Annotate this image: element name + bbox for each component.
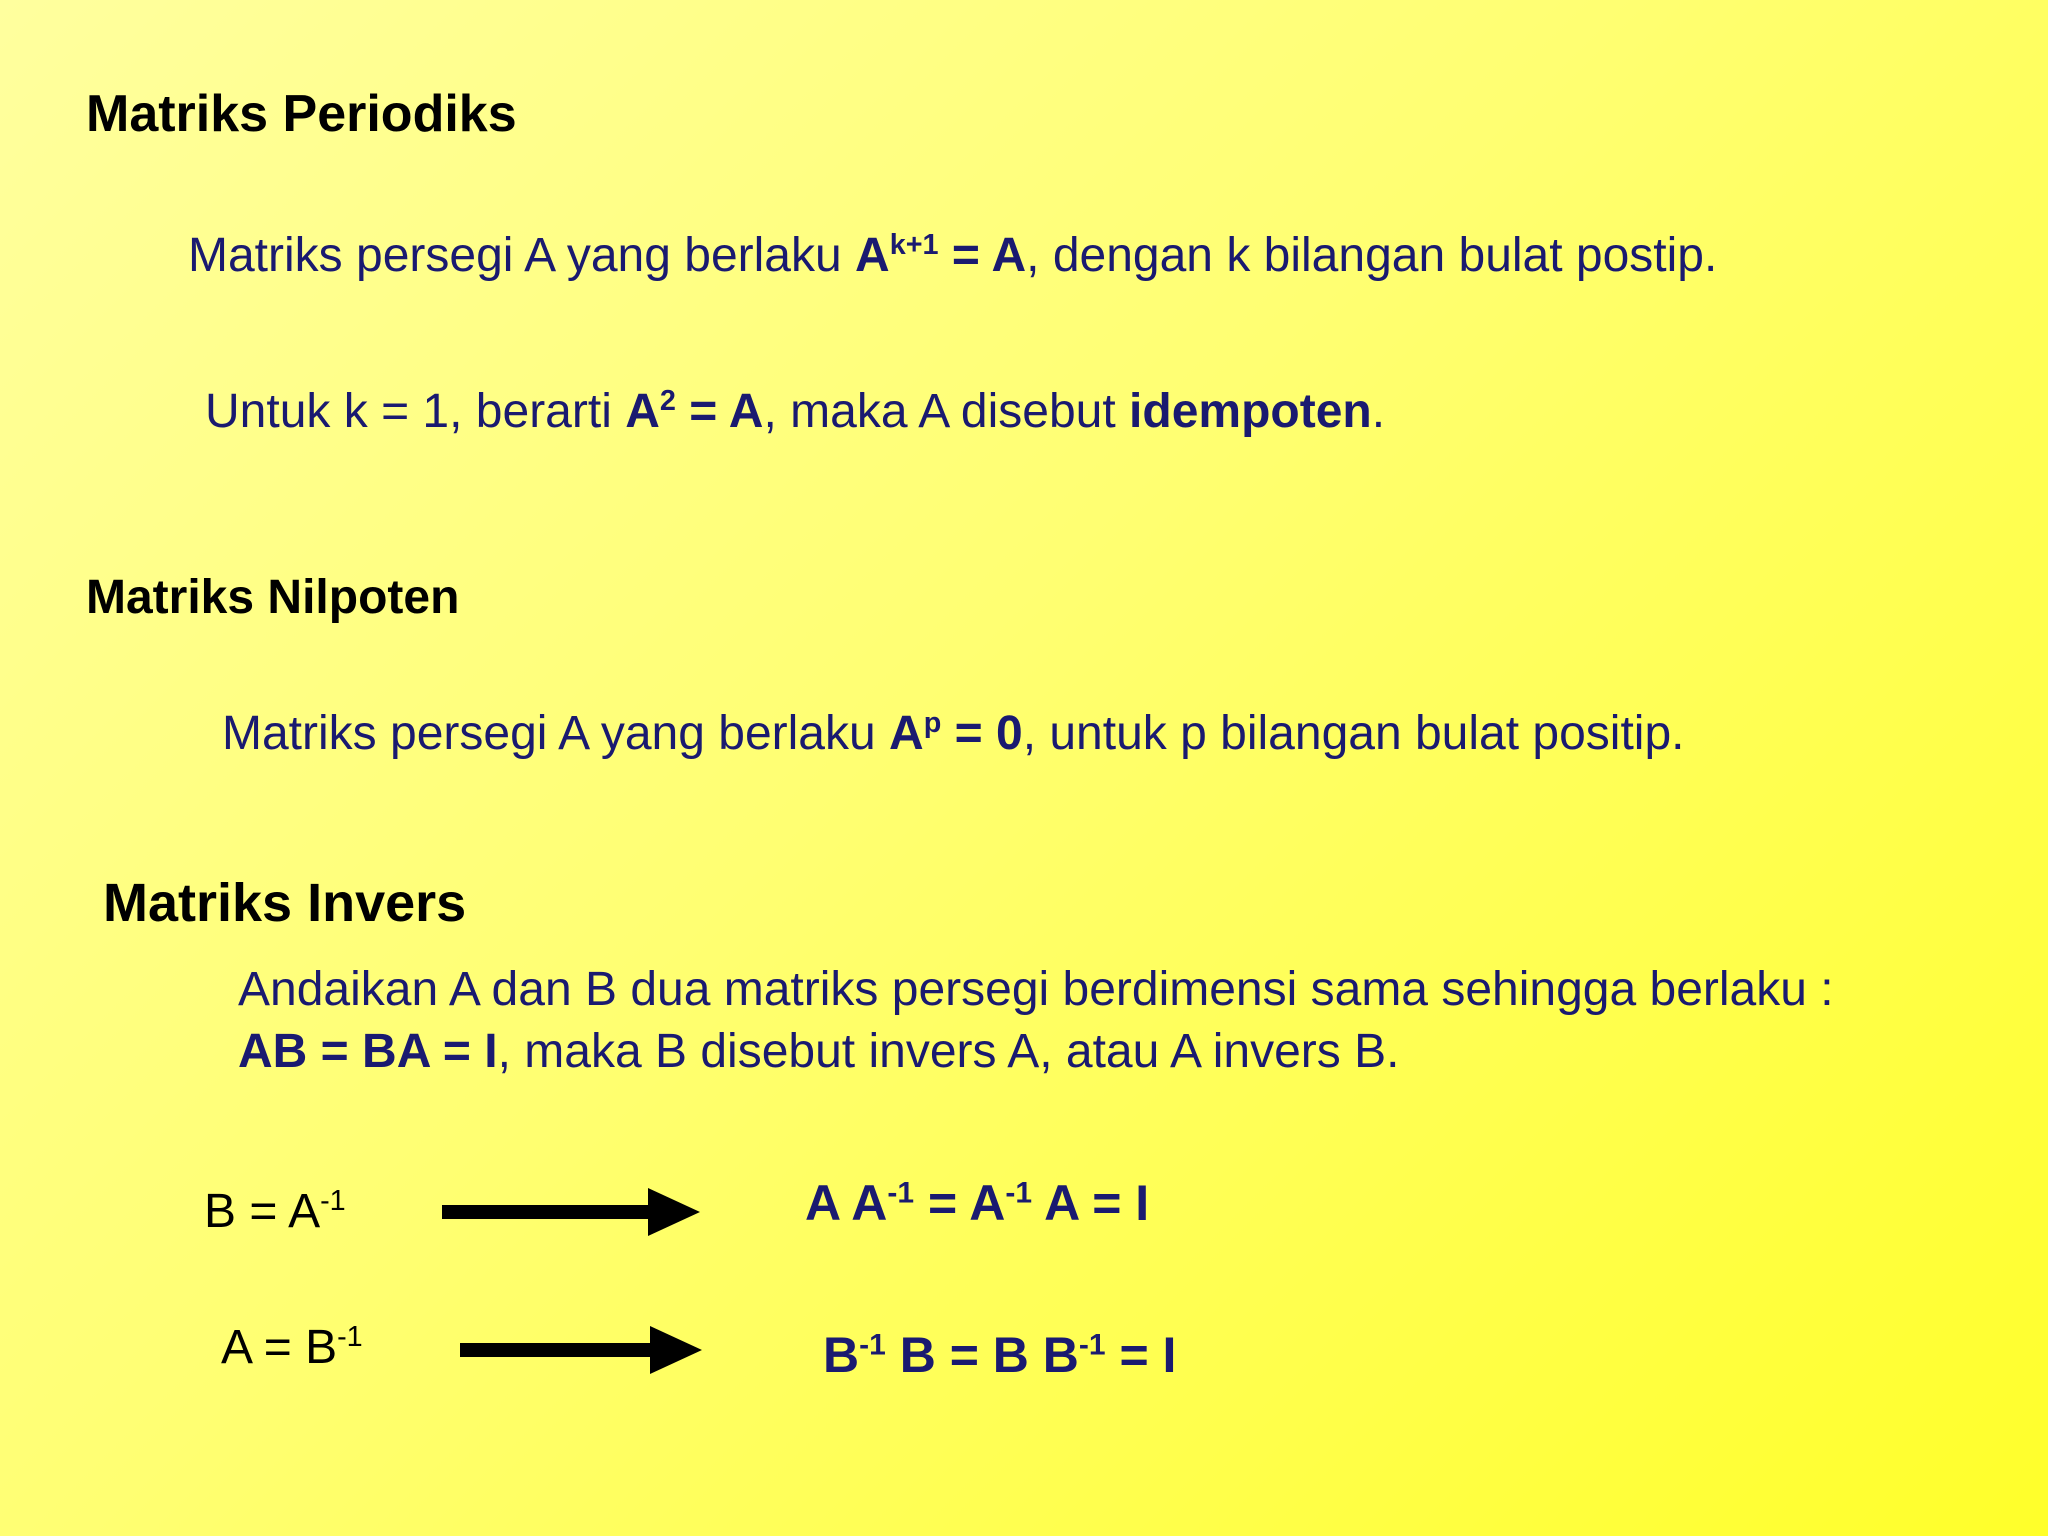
arrow-right-icon bbox=[460, 1322, 704, 1378]
idempoten-end: . bbox=[1371, 385, 1386, 438]
identity-equation-b: $B^{-1}$ B = B $B^{-1} = I$ bbox=[823, 1327, 1177, 1383]
nilpoten-formula: $A^p = 0$ bbox=[889, 707, 1023, 760]
arrow-right-icon bbox=[442, 1184, 702, 1240]
heading-matriks-periodiks: Matriks Periodiks bbox=[86, 85, 517, 143]
periodik-formula: $A^{k+1} = A$ bbox=[855, 229, 1027, 282]
periodik-definition bbox=[188, 228, 1717, 283]
invers-definition-line2 bbox=[238, 1024, 1399, 1079]
invers-def-tail: , maka B disebut invers A, atau A invers B. bbox=[497, 1025, 1400, 1078]
identity-equation-a: A $A^{-1} = A^{-1}$ A = I bbox=[805, 1175, 1150, 1231]
a-equals-b-inverse: $A = B^{-1}$ bbox=[221, 1321, 363, 1374]
idempoten-term: idempoten bbox=[1129, 385, 1372, 438]
heading-matriks-invers: Matriks Invers bbox=[103, 873, 467, 933]
periodik-def-text: Matriks persegi A yang berlaku bbox=[188, 229, 856, 282]
nilpoten-def-tail: , untuk p bilangan bulat positip. bbox=[1022, 707, 1685, 760]
periodik-def-tail: , dengan k bilangan bulat postip. bbox=[1026, 229, 1718, 282]
invers-definition-line1: Andaikan A dan B dua matriks persegi berdimensi sama sehingga berlaku : bbox=[238, 963, 1834, 1016]
nilpoten-def-text: Matriks persegi A yang berlaku bbox=[222, 707, 890, 760]
idempoten-mid: , maka A disebut bbox=[763, 385, 1130, 438]
b-equals-a-inverse: $B = A^{-1}$ bbox=[204, 1185, 346, 1238]
nilpoten-definition bbox=[222, 706, 1685, 761]
idempoten-formula: $A^2 = A$ bbox=[625, 385, 764, 438]
heading-matriks-nilpoten: Matriks Nilpoten bbox=[86, 571, 460, 624]
idempoten-text: Untuk k = 1, berarti bbox=[205, 385, 626, 438]
invers-formula: AB = BA = I bbox=[238, 1025, 498, 1078]
idempoten-statement bbox=[205, 384, 1385, 439]
